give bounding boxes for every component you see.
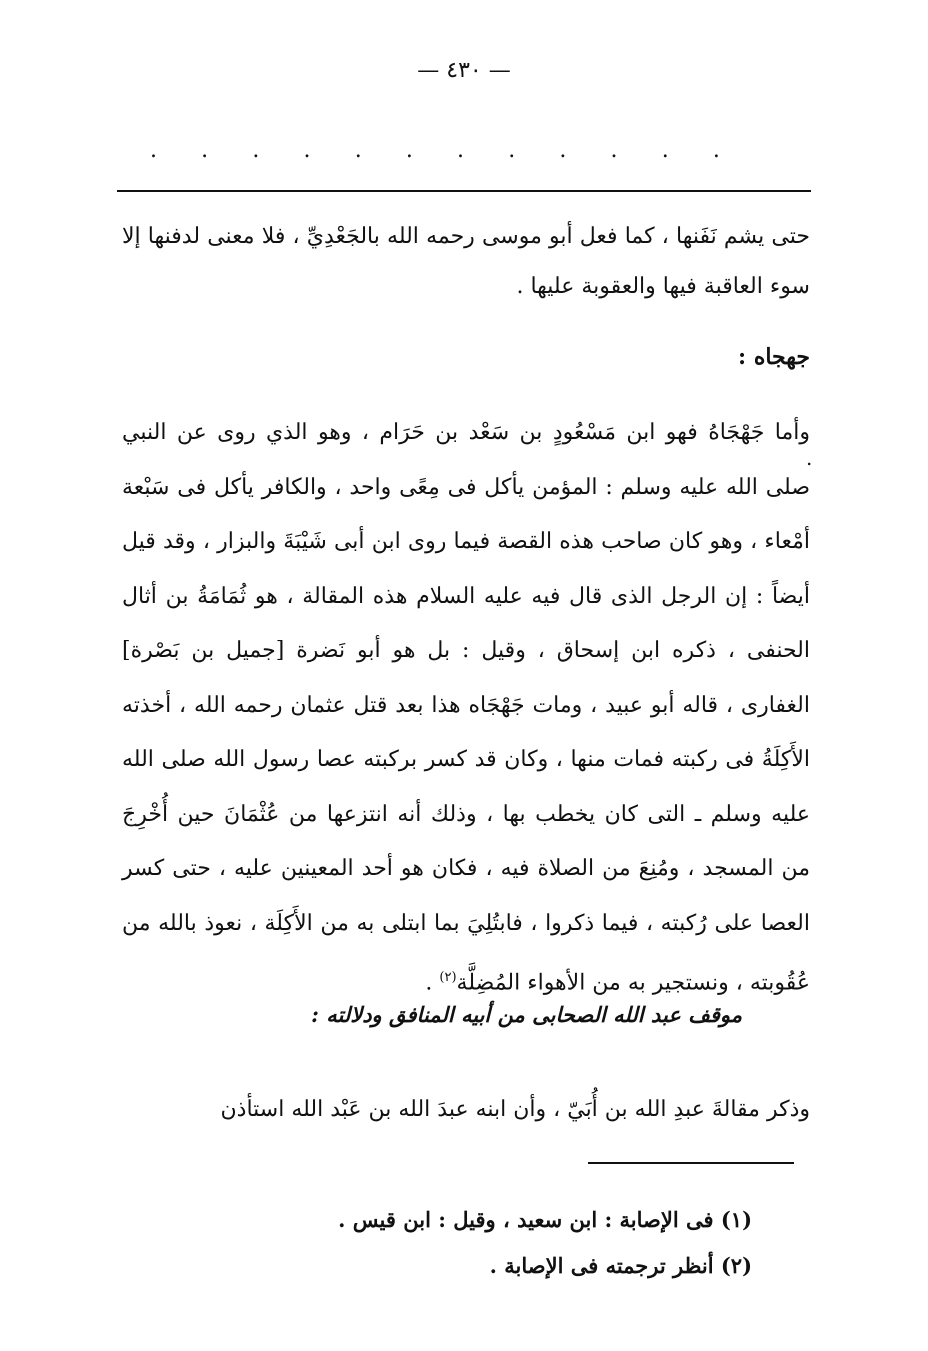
dot: . <box>252 138 260 163</box>
section-heading-mawqif: موقف عبد الله الصحابى من أبيه المنافق ودلالته : <box>311 1002 742 1027</box>
paragraph-continuation: حتى يشم نَفَنها ، كما فعل أبو موسى رحمه الله بالجَعْدِيِّ ، فلا معنى لدفنها إلا سوء العاقبة فيها والعقوبة عليها . <box>122 224 810 299</box>
dot: . <box>712 138 720 163</box>
dot: . <box>610 138 618 163</box>
margin-mark: . <box>806 446 813 470</box>
header-rule <box>117 190 811 192</box>
dot: . <box>303 138 311 163</box>
dot: . <box>405 138 413 163</box>
paragraph-abdullah: وذكر مقالةَ عبدِ الله بن أُبَيّ ، وأن ابنه عبدَ الله بن عَبْد الله استأذن <box>220 1097 810 1122</box>
paragraph-gahjah: وأما جَهْجَاهُ فهو ابن مَسْعُودٍ بن سَعْد بن حَرَام ، وهو الذي روى عن النبي صلى الله عليه وسلم : المؤمن يأكل فى مِعًى واحد ، والكافر يأكل فى سَبْعة أمْعاء ، وهو كان صاحب هذه القصة فيما روى ابن أبى شَيْبَةَ والبزار ، وقد قيل أيضاً : إن الرجل الذى قال فيه عليه السلام هذه المقالة ، هو ثُمَامَةُ بن أثال الحنفى ، ذكره ابن إسحاق ، وقيل : بل هو أبو نَضرة [جميل بن بَصْرة] الغفارى ، قاله أبو عبيد ، ومات جَهْجَاه هذا بعد قتل عثمان رحمه الله ، أخذته الأَكِلَةُ فى ركبته فمات منها ، وكان قد كسر بركبته عصا رسول الله صلى الله عليه وسلم ـ التى كان يخطب بها ، وذلك أنه انتزعها من عُثْمَانَ حين أُخْرِجَ من المسجد ، ومُنِعَ من الصلاة فيه ، فكان هو أحد المعينين عليه ، حتى كسر العصا على رُكبته ، فيما ذكروا ، فابتُلِيَ بما ابتلى به من الأَكِلَة ، نعوذ بالله من عُقُوبته ، ونستجير به من الأهواء المُضِلَّة$^{(٢)}$ . <box>122 420 810 996</box>
footnotes <box>338 1197 752 1289</box>
footnote-1: (١) فى الإصابة : ابن سعيد ، وقيل : ابن قيس . <box>338 1207 752 1232</box>
section-heading-gahjah: جهجاه : <box>738 344 810 370</box>
dot: . <box>354 138 362 163</box>
footnote-2: (٢) أنظر ترجمته فى الإصابة . <box>489 1253 752 1278</box>
dot: . <box>150 138 157 163</box>
dot: . <box>508 138 516 163</box>
footnote-rule <box>588 1162 794 1164</box>
dot: . <box>201 138 209 163</box>
dot: . <box>559 138 567 163</box>
dot: . <box>661 138 669 163</box>
footnote-ref-2: (٢) <box>439 970 457 985</box>
page-number: — ٤٣٠ — <box>417 58 511 83</box>
dot: . <box>457 138 465 163</box>
paragraph-text: وأما جَهْجَاهُ فهو ابن مَسْعُودٍ بن سَعْد بن حَرَام ، وهو الذي روى عن النبي صلى الله عليه وسلم : المؤمن يأكل فى مِعًى واحد ، والكافر يأكل فى سَبْعة أمْعاء ، وهو كان صاحب هذه القصة فيما روى ابن أبى شَيْبَةَ والبزار ، وقد قيل أيضاً : إن الرجل الذى قال فيه عليه السلام هذه المقالة ، هو ثُمَامَةُ بن أثال الحنفى ، ذكره ابن إسحاق ، وقيل : بل هو أبو نَضرة [جميل بن بَصْرة] الغفارى ، قاله أبو عبيد ، ومات جَهْجَاه هذا بعد قتل عثمان رحمه الله ، أخذته الأَكِلَةُ فى ركبته فمات منها ، وكان قد كسر بركبته عصا رسول الله صلى الله عليه وسلم ـ التى كان يخطب بها ، وذلك أنه انتزعها من عُثْمَانَ حين أُخْرِجَ من المسجد ، ومُنِعَ من الصلاة فيه ، فكان هو أحد المعينين عليه ، حتى كسر العصا على رُكبته ، فيما ذكروا ، فابتُلِيَ بما ابتلى به من الأَكِلَة ، نعوذ بالله من عُقُوبته ، ونستجير به من الأهواء المُضِلَّة <box>122 420 810 996</box>
ellipsis-dots <box>150 140 720 162</box>
